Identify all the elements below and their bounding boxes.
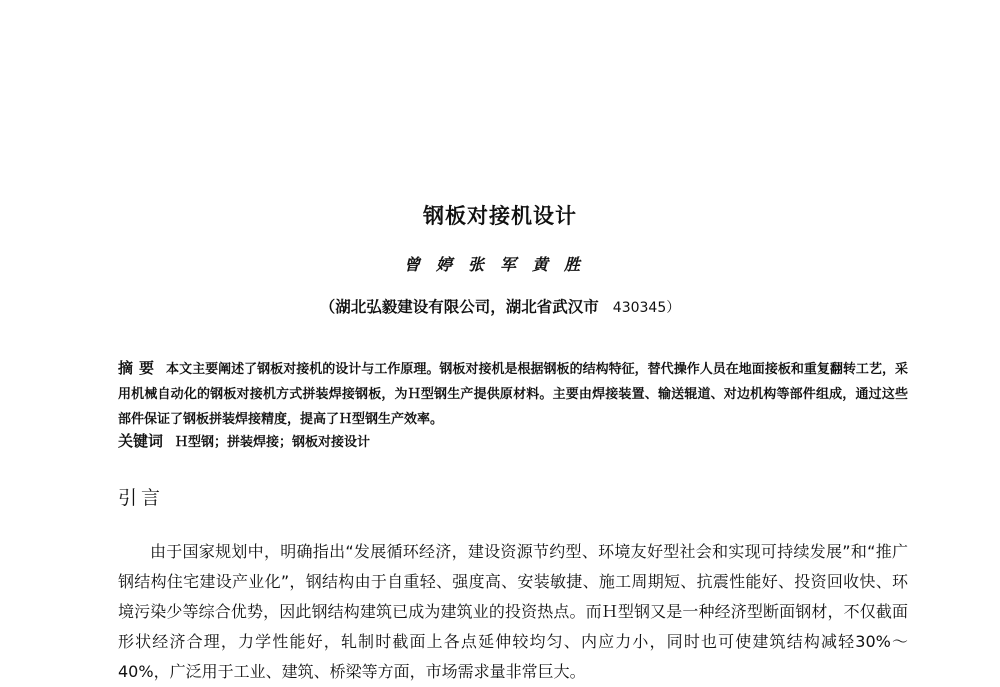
keywords-label: 关键词 [118,432,164,450]
section-heading: 引言 [118,487,165,509]
keywords-text: Ｈ型钢；拼装焊接；钢板对接设计 [175,435,371,450]
keywords [118,430,908,451]
affiliation [0,295,1000,317]
postcode: 430345） [612,300,681,316]
paper-title: 钢板对接机设计 [423,204,577,228]
abstract [118,356,908,432]
body-paragraph: 由于国家规划中，明确指出“发展循环经济，建设资源节约型、环境友好型社会和实现可持续发展”和“推广钢结构住宅建设产业化”，钢结构由于自重轻、强度高、安装敏捷、施工周期短、抗震性能好、投资回收快、环境污染少等综合优势，因此钢结构建筑已成为建筑业的投资热点。而Ｈ型钢又是一种经济型断面钢材，不仅截面形状经济合理，力学性能好，轧制时截面上各点延伸较均匀、内应力小，同时也可使建筑结构减轻30%～40%，广泛用于工业、建筑、桥梁等方面，市场需求量非常巨大。 [118,542,908,681]
abstract-text: 本文主要阐述了钢板对接机的设计与工作原理。钢板对接机是根据钢板的结构特征，替代操作人员在地面接板和重复翻转工艺，采用机械自动化的钢板对接机方式拼装焊接钢板，为Ｈ型钢生产提供原材料。主要由焊接装置、输送辊道、对边机构等部件组成，通过这些部件保证了钢板拼装焊接精度，提高了Ｈ型钢生产效率。 [118,362,908,427]
abstract-label: 摘要 [118,359,161,377]
affiliation-text: （湖北弘毅建设有限公司，湖北省武汉市 [319,297,599,316]
author-list: 曾婷张军黄胜 [403,255,596,274]
